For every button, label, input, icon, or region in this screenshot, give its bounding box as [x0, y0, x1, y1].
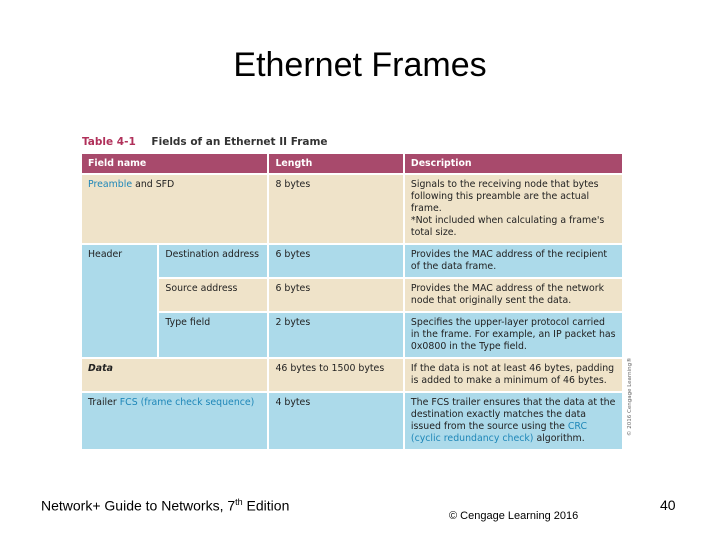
field-name-cell: [82, 175, 267, 243]
table-caption-number: Table 4-1: [82, 136, 136, 148]
length-cell: 6 bytes: [269, 279, 402, 311]
description-cell: Provides the MAC address of the recipient of the data frame.: [405, 245, 622, 277]
table-row: [82, 245, 622, 277]
description-cell: [405, 393, 622, 449]
description-cell: If the data is not at least 46 bytes, padding is added to make a minimum of 46 bytes.: [405, 359, 622, 391]
footer-book-title-text: Network+ Guide to Networks, 7: [41, 497, 236, 514]
length-cell: 46 bytes to 1500 bytes: [269, 359, 402, 391]
table-row: [82, 313, 622, 357]
table-row: [82, 359, 622, 391]
field-name-text: and SFD: [132, 179, 175, 190]
description-text: Signals to the receiving node that bytes following this preamble are the actual frame.: [410, 179, 599, 214]
description-note: *Not included when calculating a frame's total size.: [410, 215, 605, 238]
length-cell: 4 bytes: [269, 393, 402, 449]
fcs-term: FCS (frame check sequence): [119, 397, 255, 408]
description-text-end: algorithm.: [533, 433, 585, 444]
table-header-row: [82, 154, 622, 173]
data-field-label: Data: [88, 363, 113, 374]
length-cell: 8 bytes: [269, 175, 402, 243]
field-name-cell: Source address: [159, 279, 267, 311]
field-name-cell: [82, 393, 267, 449]
column-header-description: Description: [405, 154, 622, 173]
table-caption: [82, 134, 622, 152]
crc-term: CRC (cyclic redundancy check): [410, 421, 588, 444]
table-row: [82, 393, 622, 449]
description-text: The FCS trailer ensures that the data at the destination exactly matches the data issued from the source using the: [410, 397, 616, 432]
frame-fields-table: [80, 152, 624, 451]
preamble-term: Preamble: [88, 179, 133, 190]
slide-title: Ethernet Frames: [233, 46, 487, 84]
table-row: [82, 175, 622, 243]
footer-copyright: © Cengage Learning 2016: [449, 510, 579, 522]
footer-edition-superscript: th: [235, 497, 243, 507]
column-header-length: Length: [269, 154, 402, 173]
column-header-field-name: Field name: [82, 154, 267, 173]
trailer-label: Trailer: [88, 397, 120, 408]
description-cell: Specifies the upper-layer protocol carried in the frame. For example, an IP packet has 0x0800 in the Type field.: [405, 313, 622, 357]
frame-fields-table-figure: [82, 134, 622, 451]
length-cell: 6 bytes: [269, 245, 402, 277]
description-cell: [405, 175, 622, 243]
footer-edition-text: Edition: [242, 497, 290, 514]
copyright-side-credit-text: © 2016 Cengage Learning®: [627, 357, 633, 436]
field-name-cell: Type field: [159, 313, 267, 357]
field-name-cell: [82, 359, 267, 391]
table-caption-title: Fields of an Ethernet II Frame: [151, 136, 328, 148]
header-group-cell: Header: [82, 245, 157, 357]
page-number: 40: [660, 497, 676, 513]
description-cell: Provides the MAC address of the network node that originally sent the data.: [405, 279, 622, 311]
footer-book-title: [41, 497, 289, 514]
table-row: [82, 279, 622, 311]
copyright-side-credit: [623, 350, 637, 440]
length-cell: 2 bytes: [269, 313, 402, 357]
field-name-cell: Destination address: [159, 245, 267, 277]
